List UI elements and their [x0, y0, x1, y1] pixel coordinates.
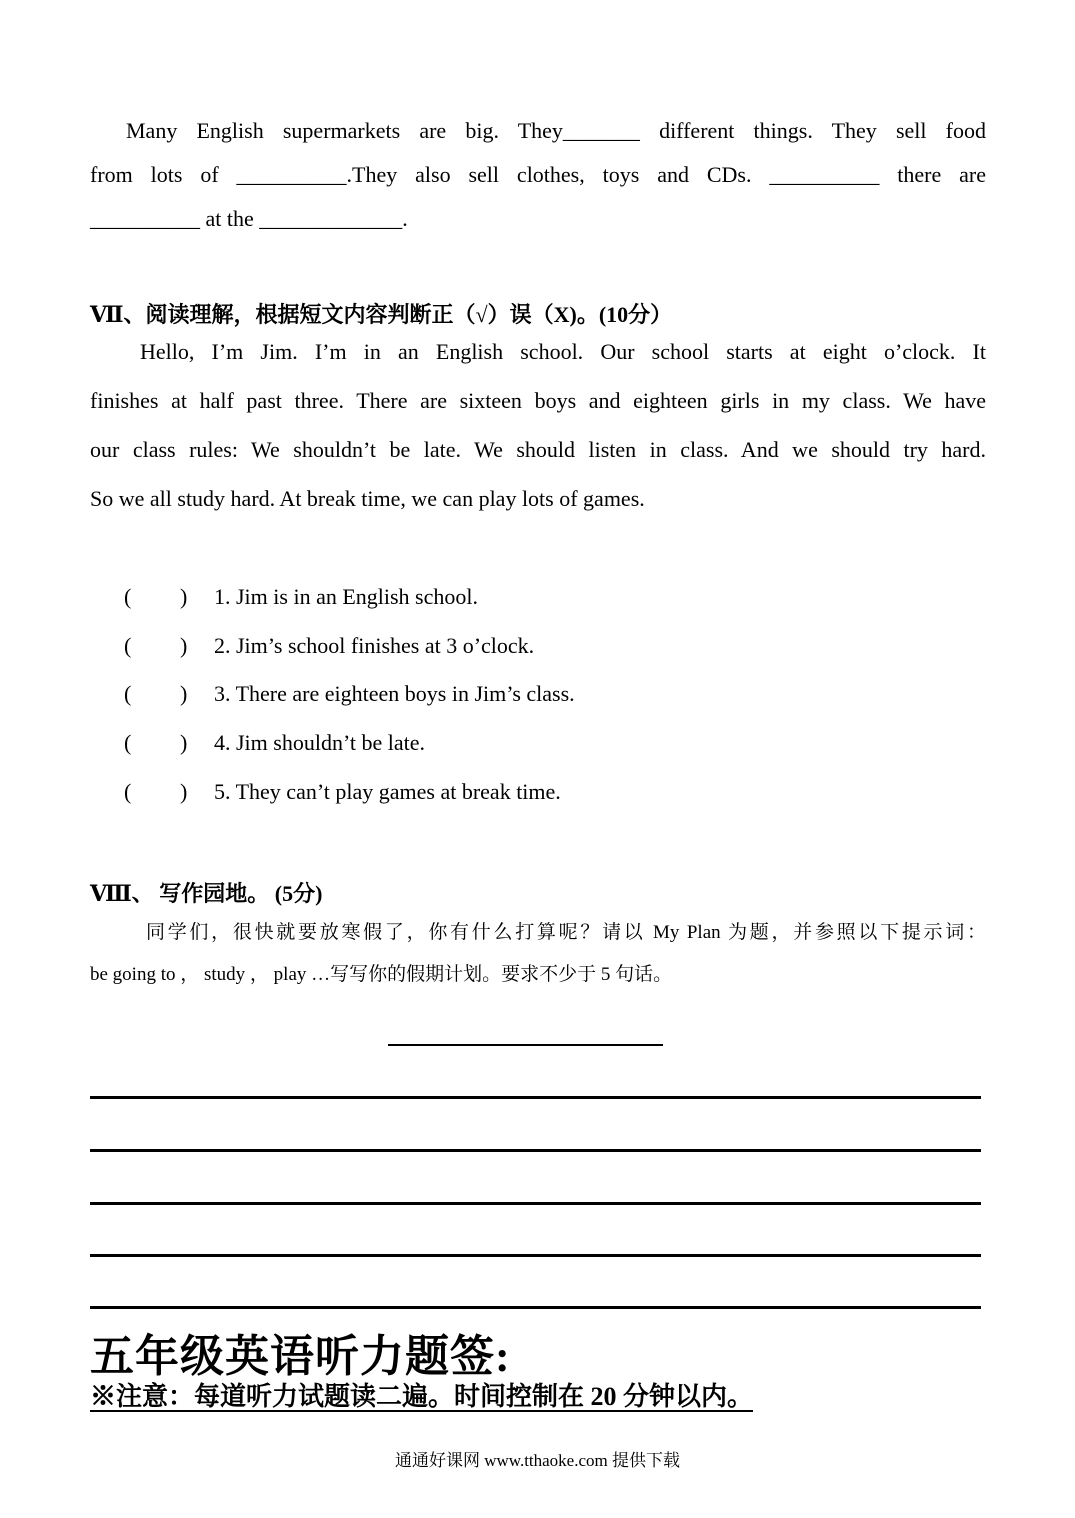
cloze-line: from lots of __________.They also sell clothes, toys and CDs. __________ there are — [90, 162, 986, 187]
answer-paren-close: ) — [180, 779, 188, 804]
passage-line: Hello, I’m Jim. I’m in an English school. Our school starts at eight o’clock. It — [140, 339, 986, 364]
question-text: 2. Jim’s school finishes at 3 o’clock. — [214, 633, 535, 658]
answer-paren-open[interactable]: ( — [124, 584, 132, 609]
answer-paren-open[interactable]: ( — [124, 730, 132, 755]
question-text: 5. They can’t play games at break time. — [214, 779, 561, 804]
answer-paren-open[interactable]: ( — [124, 779, 132, 804]
listening-notice: ※注意：每道听力试题读二遍。时间控制在 20 分钟以内。 — [90, 1382, 754, 1411]
hint-line: be going to ， study ， play …写写你的假期计划。要求不少于 5 句话。 — [90, 964, 673, 985]
reading-heading: Ⅶ、阅读理解，根据短文内容判断正（√）误（X)。(10分） — [90, 302, 673, 327]
writing-line[interactable] — [90, 1254, 981, 1257]
answer-paren-close: ) — [180, 633, 188, 658]
passage-line: So we all study hard. At break time, we can play lots of games. — [90, 486, 645, 511]
page-footer: 通通好课网 www.tthaoke.com 提供下载 — [394, 1451, 681, 1470]
answer-paren-close: ) — [180, 681, 188, 706]
question-text: 3. There are eighteen boys in Jim’s class. — [214, 681, 575, 706]
answer-paren-open[interactable]: ( — [124, 681, 132, 706]
writing-line[interactable] — [90, 1149, 981, 1152]
essay-title-line[interactable] — [388, 1044, 663, 1046]
question-text: 4. Jim shouldn’t be late. — [214, 730, 426, 755]
listening-title: 五年级英语听力题签: — [90, 1332, 511, 1381]
reading-passage — [90, 339, 986, 519]
question-text: 1. Jim is in an English school. — [214, 584, 478, 609]
writing-line[interactable] — [90, 1306, 981, 1309]
passage-line: our class rules: We shouldn’t be late. We should listen in class. And we should try hard. — [90, 437, 986, 462]
answer-paren-close: ) — [180, 584, 188, 609]
cloze-paragraph — [90, 118, 986, 248]
passage-line: finishes at half past three. There are sixteen boys and eighteen girls in my class. We have — [90, 388, 986, 413]
answer-paren-open[interactable]: ( — [124, 633, 132, 658]
cloze-line: Many English supermarkets are big. They_______ different things. They sell food — [126, 118, 986, 143]
writing-line[interactable] — [90, 1202, 981, 1205]
writing-hint — [90, 917, 986, 997]
writing-line[interactable] — [90, 1096, 981, 1099]
answer-paren-close: ) — [180, 730, 188, 755]
cloze-line: __________ at the _____________. — [90, 206, 408, 231]
writing-heading: Ⅷ、 写作园地。 (5分) — [90, 881, 323, 906]
hint-line: 同学们，很快就要放寒假了，你有什么打算呢？请以 My Plan 为题，并参照以下提示词： — [146, 922, 986, 943]
